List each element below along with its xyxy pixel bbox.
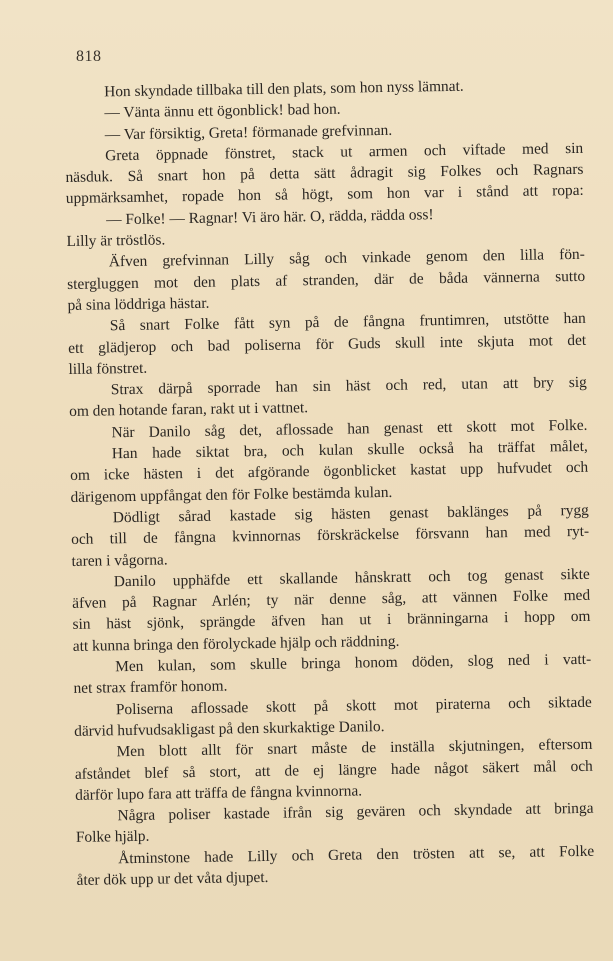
text-line: lilla fönstret.: [68, 359, 148, 378]
text-line: Så snart Folke fått syn på de fångna fruntimren, utstötte han: [109, 310, 586, 335]
text-line: Några poliser kastade ifrån sig gevären och skyndade att bringa: [117, 799, 594, 825]
text-line: Äfven grefvinnan Lilly såg och vinkade genom den lilla fön-: [108, 246, 585, 271]
text-line: Åtminstone hade Lilly och Greta den trösten att se, att Folke: [118, 842, 595, 867]
text-line: stergluggen mot den plats af stranden, där de båda vännerna sutto: [67, 267, 586, 293]
text-line: Han hade siktat bra, och kulan skulle också ha träffat målet,: [111, 437, 588, 463]
text-line: näsduk. Så snart hon på detta sätt ådragit sig Folkes och Ragnars: [65, 161, 584, 187]
text-line: om icke hästen i det afgörande ögonblicket kastat upp hufvudet och: [70, 459, 589, 485]
text-line: afståndet blef så stort, att de ej längre hade något säkert mål och: [74, 757, 593, 783]
text-line: uppmärksamhet, ropade hon så högt, som hon var i stånd att ropa:: [65, 182, 584, 208]
text-line: åter dök upp ur det våta djupet.: [76, 868, 269, 889]
text-line: Men blott allt för snart måste de inställa skjutningen, eftersom: [116, 735, 593, 761]
text-line: därigenom uppfångat den för Folke bestämda kulan.: [70, 483, 393, 506]
text-line: Poliserna aflossade skott på skott mot piraterna och siktade: [115, 693, 592, 718]
text-line: på sina löddriga hästar.: [67, 294, 210, 314]
text-line: därvid hufvudsakligast på den skurkaktige Danilo.: [74, 717, 385, 740]
text-line: Men kulan, som skulle bringa honom döden, slog ned i vatt-: [115, 650, 592, 676]
text-line: Folke hjälp.: [75, 828, 150, 847]
text-line: och till de fångna kvinnornas förskräckelse försvann han med ryt-: [71, 523, 590, 549]
text-line: taren i vågorna.: [71, 550, 168, 570]
text-line: Strax därpå sporrade han sin häst och red, utan att bry sig: [110, 373, 587, 399]
text-line: äfven på Ragnar Arlén; ty när denne såg, att vännen Folke med: [72, 586, 591, 613]
text-line: Dödligt sårad kastade sig hästen genast baklänges på rygg: [112, 501, 589, 527]
page-number: 818: [76, 48, 102, 65]
text-line: sin häst sjönk, sprängde äfven han ut i bränningarna i hopp om: [72, 608, 591, 634]
text-line: net strax framför honom.: [73, 677, 228, 698]
text-line: att kunna bringa den förolyckade hjälp och räddning.: [72, 632, 400, 655]
text-line: När Danilo såg det, aflossade han genast ett skott mot Folke.: [111, 416, 588, 442]
body-text: [64, 74, 595, 891]
text-line: om den hotande faran, rakt ut i vattnet.: [69, 399, 309, 421]
text-line: därför lupo fara att träffa de fångna kvinnorna.: [75, 782, 363, 804]
text-line: Hon skyndade tillbaka till den plats, som hon nyss lämnat.: [104, 77, 464, 101]
text-line: ett glädjerop och bad poliserna för Guds skull inte skjuta mot det: [68, 331, 587, 357]
text-line: — Folke! — Ragnar! Vi äro här. O, rädda, rädda oss!: [106, 205, 434, 229]
text-line: Greta öppnade fönstret, stack ut armen och viftade med sin: [105, 139, 584, 165]
text-line: — Vänta ännu ett ögonblick! bad hon.: [104, 100, 341, 122]
text-line: Danilo upphäfde ett skallande hånskratt och tog genast sikte: [113, 565, 590, 591]
text-line: Lilly är tröstlös.: [66, 231, 166, 251]
text-line: — Var försiktig, Greta! förmanade grefvinnan.: [104, 121, 393, 143]
